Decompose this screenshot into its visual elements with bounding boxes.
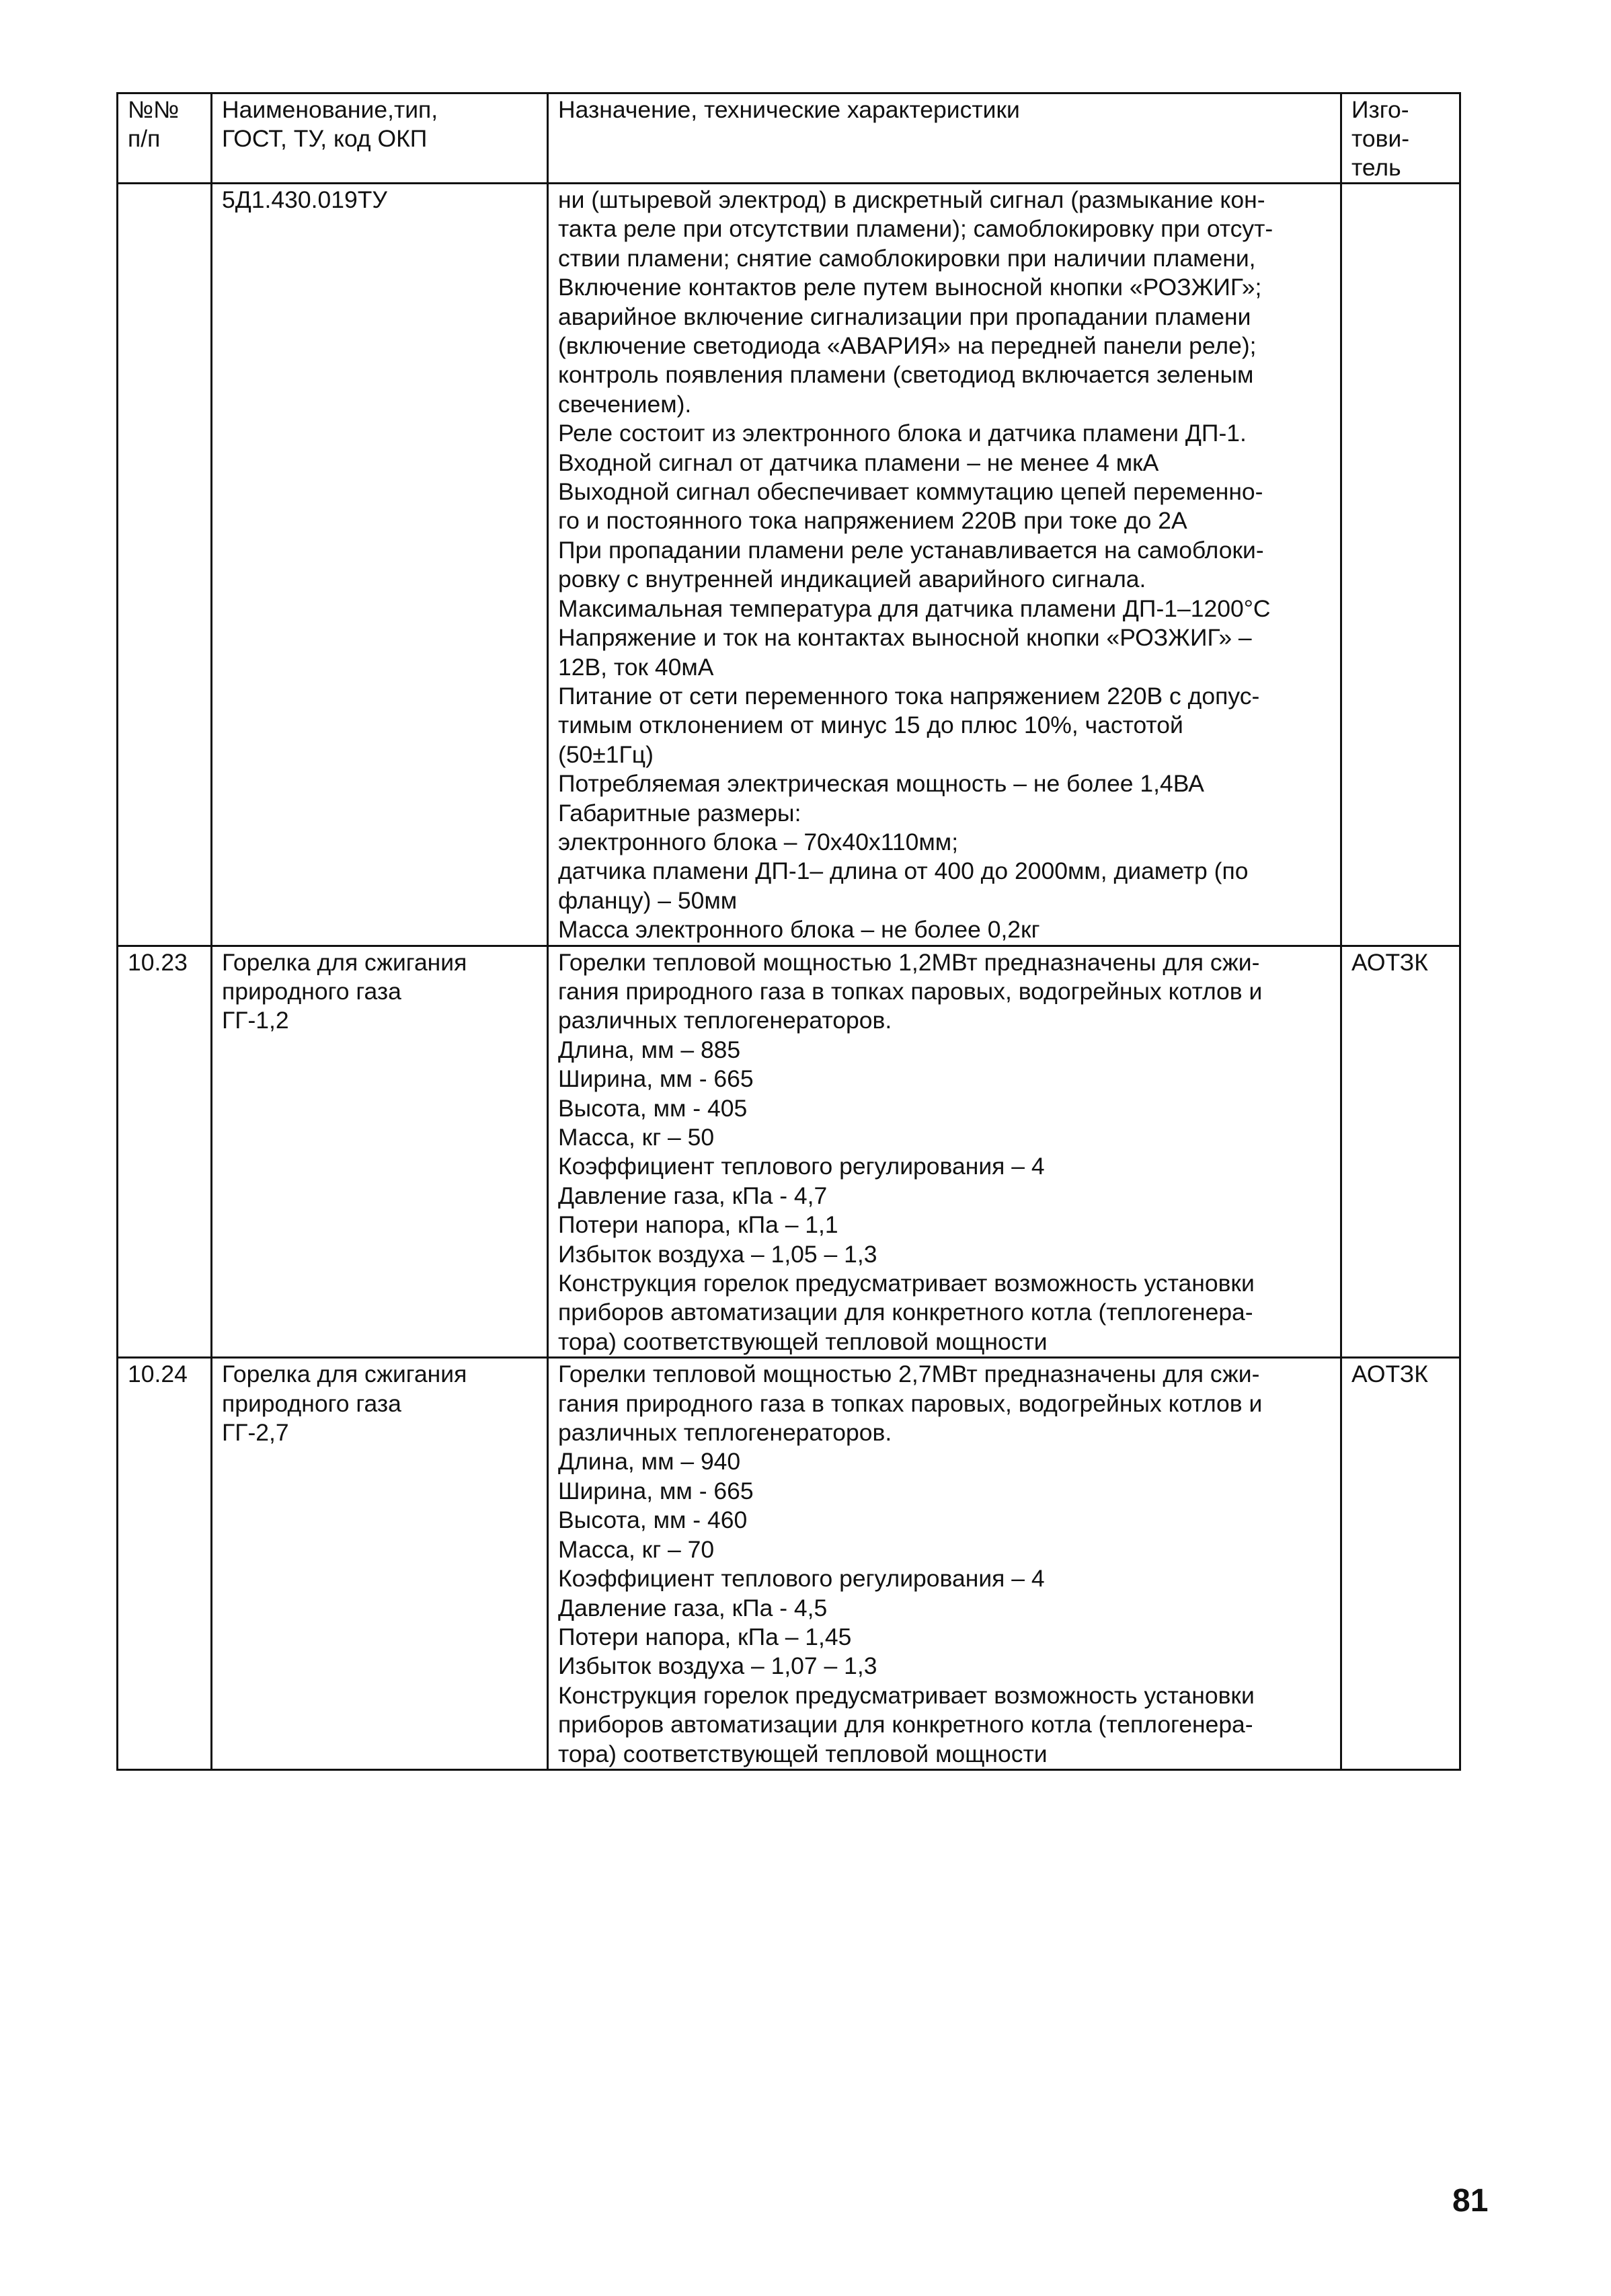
header-name: Наименование,тип, ГОСТ, ТУ, код ОКП	[212, 93, 548, 184]
row-num: 10.23	[118, 946, 212, 1358]
row-num	[118, 184, 212, 946]
header-maker: Изго- тови- тель	[1341, 93, 1460, 184]
header-desc: Назначение, технические характеристики	[548, 93, 1341, 184]
table-row	[118, 1358, 1460, 1770]
row-num: 10.24	[118, 1358, 212, 1770]
row-maker: АОТЗК	[1341, 946, 1460, 1358]
spec-table	[116, 92, 1461, 1771]
row-name: Горелка для сжигания природного газа ГГ-1,2	[212, 946, 548, 1358]
row-description: Горелки тепловой мощностью 1,2МВт предназначены для сжи- гания природного газа в топках паровых, водогрейных котлов и различных теплогенераторов. Длина, мм – 885 Ширина, мм - 665 Высота, мм - 405 Масса, кг – 50 Коэффициент теплового регулирования – 4 Давление газа, кПа - 4,7 Потери напора, кПа – 1,1 Избыток воздуха – 1,05 – 1,3 Конструкция горелок предусматривает возможность установки приборов автоматизации для конкретного котла (теплогенера- тора) соответствующей тепловой мощности	[548, 946, 1341, 1358]
row-maker: АОТЗК	[1341, 1358, 1460, 1770]
page-number: 81	[1452, 2183, 1489, 2219]
row-name: Горелка для сжигания природного газа ГГ-2,7	[212, 1358, 548, 1770]
row-description: Горелки тепловой мощностью 2,7МВт предназначены для сжи- гания природного газа в топках паровых, водогрейных котлов и различных теплогенераторов. Длина, мм – 940 Ширина, мм - 665 Высота, мм - 460 Масса, кг – 70 Коэффициент теплового регулирования – 4 Давление газа, кПа - 4,5 Потери напора, кПа – 1,45 Избыток воздуха – 1,07 – 1,3 Конструкция горелок предусматривает возможность установки приборов автоматизации для конкретного котла (теплогенера- тора) соответствующей тепловой мощности	[548, 1358, 1341, 1770]
header-num: №№ п/п	[118, 93, 212, 184]
table-row	[118, 184, 1460, 946]
row-name: 5Д1.430.019ТУ	[212, 184, 548, 946]
table-row	[118, 946, 1460, 1358]
row-description: ни (штыревой электрод) в дискретный сигнал (размыкание кон- такта реле при отсутствии пламени); самоблокировку при отсут- ствии пламени; снятие самоблокировки при наличии пламени, Включение контактов реле путем выносной кнопки «РОЗЖИГ»; аварийное включение сигнализации при пропадании пламени (включение светодиода «АВАРИЯ» на передней панели реле); контроль появления пламени (светодиод включается зеленым свечением). Реле состоит из электронного блока и датчика пламени ДП-1. Входной сигнал от датчика пламени – не менее 4 мкА Выходной сигнал обеспечивает коммутацию цепей переменно- го и постоянного тока напряжением 220В при токе до 2А При пропадании пламени реле устанавливается на самоблоки- ровку с внутренней индикацией аварийного сигнала. Максимальная температура для датчика пламени ДП-1–1200°С Напряжение и ток на контактах выносной кнопки «РОЗЖИГ» – 12В, ток 40мА Питание от сети переменного тока напряжением 220В с допус- тимым отклонением от минус 15 до плюс 10%, частотой (50±1Гц) Потребляемая электрическая мощность – не более 1,4ВА Габаритные размеры: электронного блока – 70х40х110мм; датчика пламени ДП-1– длина от 400 до 2000мм, диаметр (по фланцу) – 50мм Масса электронного блока – не более 0,2кг	[548, 184, 1341, 946]
table-header-row	[118, 93, 1460, 184]
row-maker	[1341, 184, 1460, 946]
